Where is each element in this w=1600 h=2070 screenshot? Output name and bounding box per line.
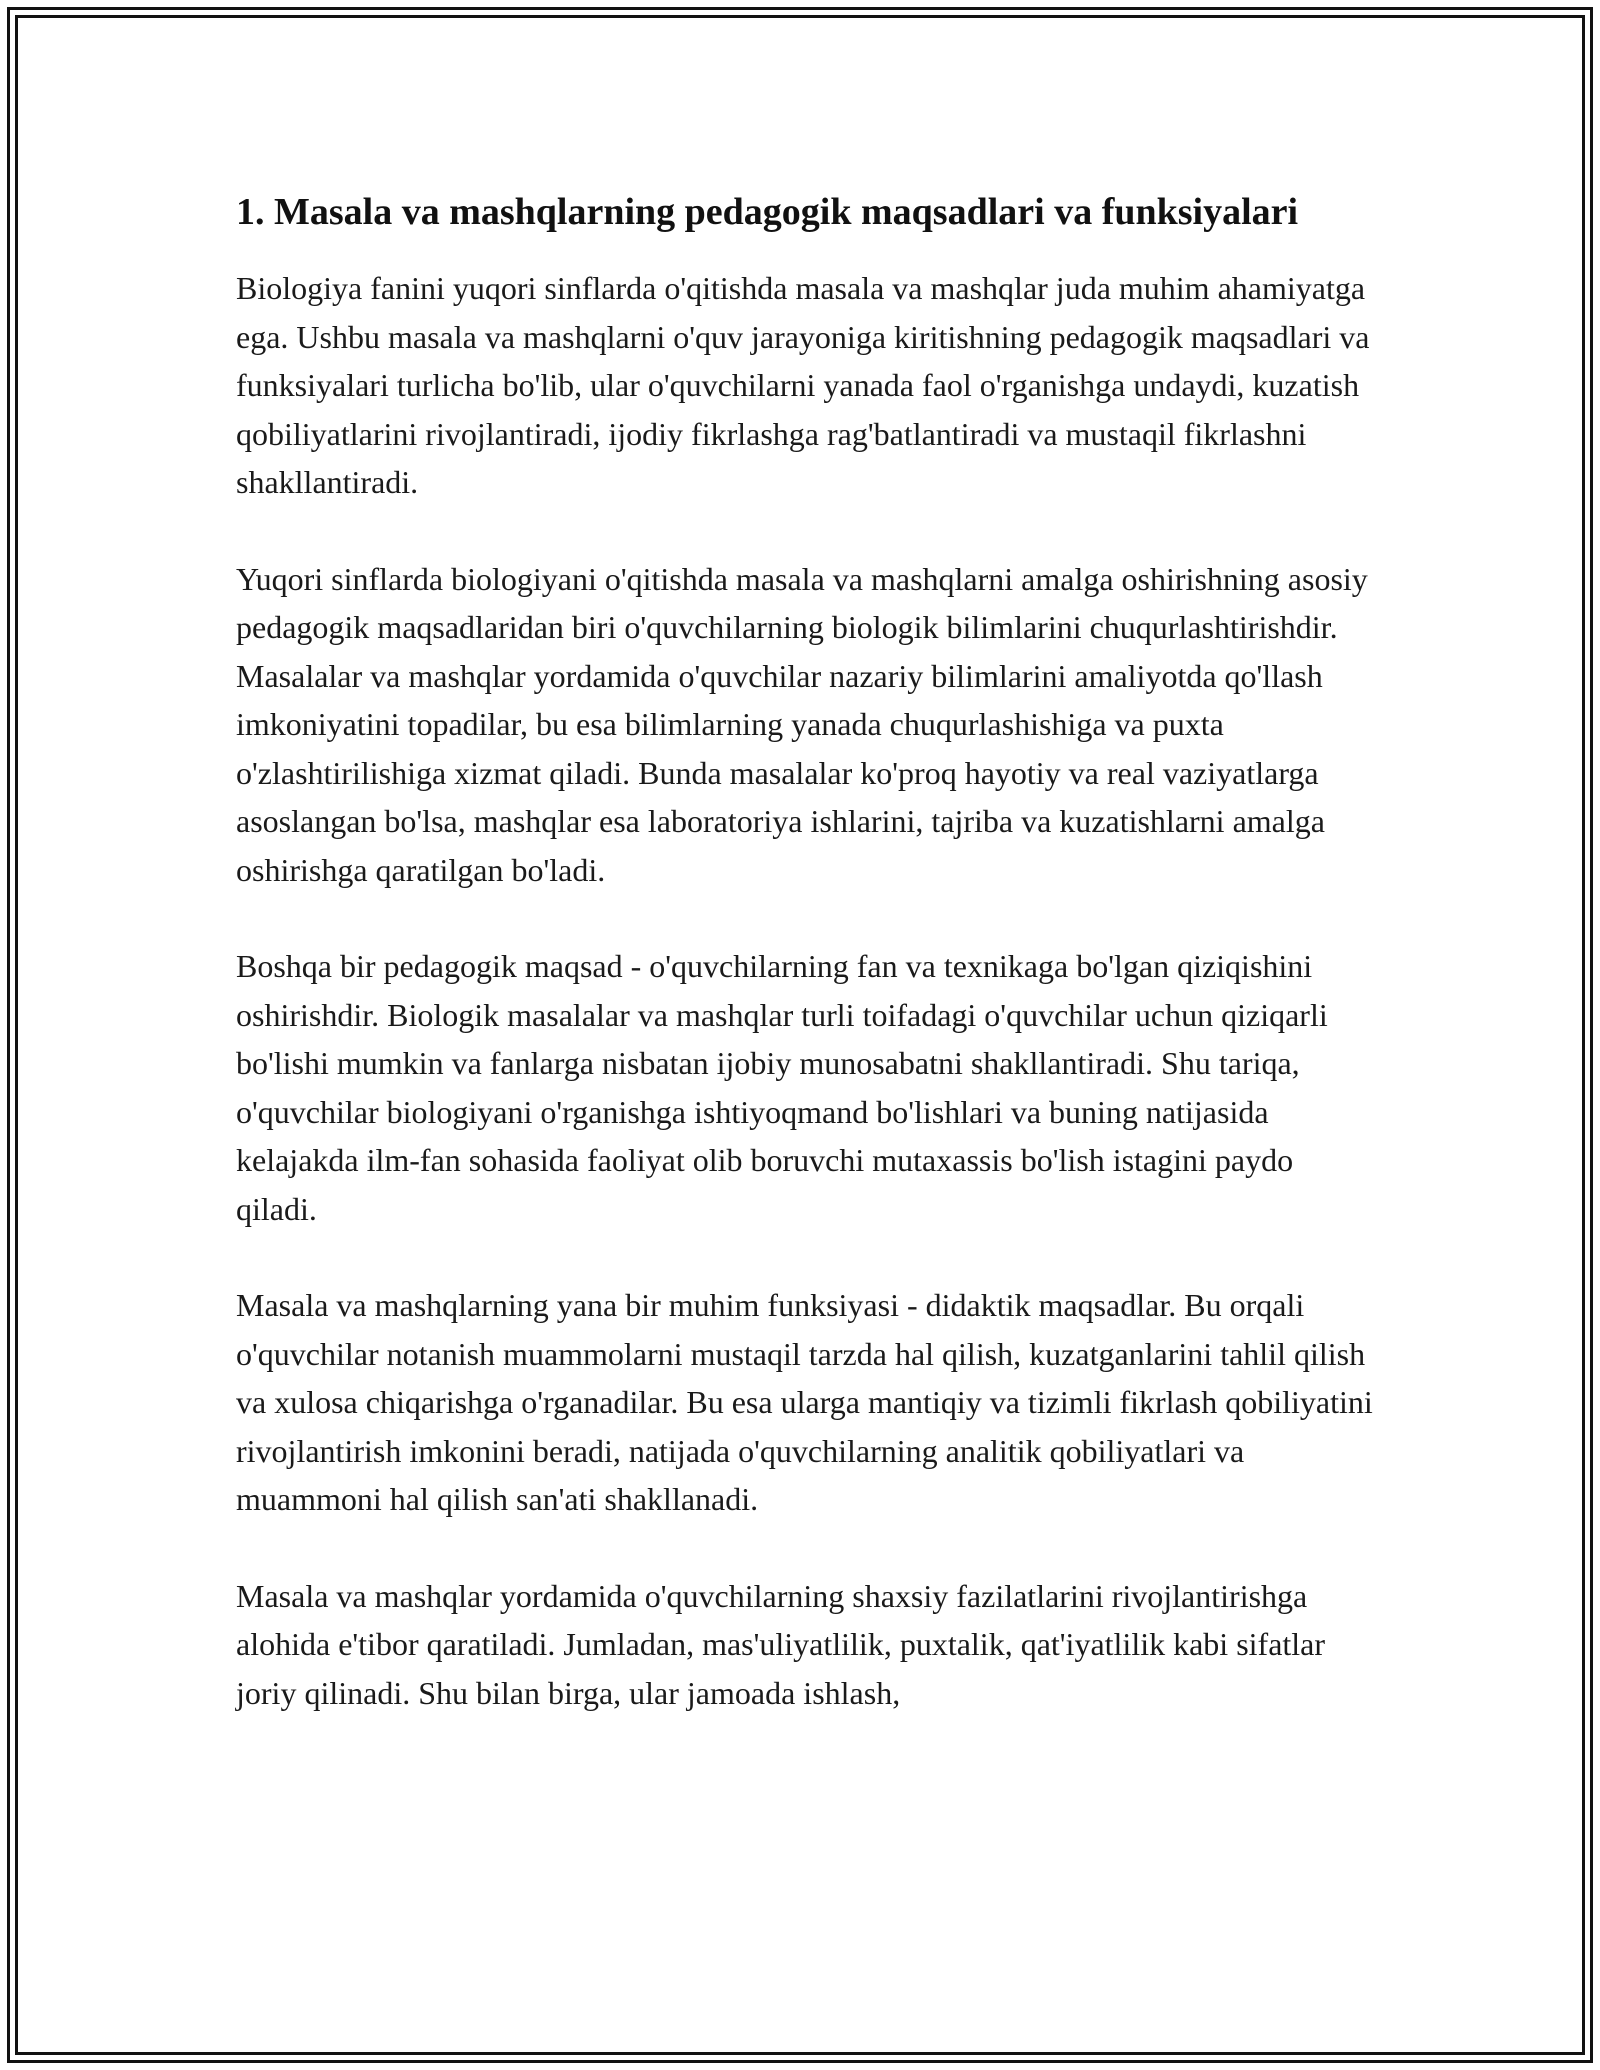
paragraph-5: Masala va mashqlar yordamida o'quvchilarning shaxsiy fazilatlarini rivojlantirishga alohida e'tibor qaratiladi. Jumladan, mas'uliyatlilik, puxtalik, qat'iyatlilik kabi sifatlar joriy qilinadi. Shu bilan birga, ular jamoada ishlash, <box>236 1577 1326 1711</box>
paragraph-4: Masala va mashqlarning yana bir muhim funksiyasi - didaktik maqsadlar. Bu orqali o'quvchilar notanish muammolarni mustaqil tarzda hal qilish, kuzatganlarini tahlil qilish va xulosa chiqarishga o'rganadilar. Bu esa ularga mantiqiy va tizimli fikrlash qobiliyatini rivojlantirish imkonini beradi, natijada o'quvchilarning analitik qobiliyatlari va muammoni hal qilish san'ati shakllanadi. <box>236 1287 1373 1517</box>
paragraph-3: Boshqa bir pedagogik maqsad - o'quvchilarning fan va texnikaga bo'lgan qiziqishini oshirishdir. Biologik masalalar va mashqlar turli toifadagi o'quvchilar uchun qiziqarli bo'lishi mumkin va fanlarga nisbatan ijobiy munosabatni shakllantiradi. Shu tariqa, o'quvchilar biologiyani o'rganishga ishtiyoqmand bo'lishlari va buning natijasida kelajakda ilm-fan sohasida faoliyat olib boruvchi mutaxassis bo'lish istagini paydo qiladi. <box>236 948 1328 1227</box>
paragraph-1: Biologiya fanini yuqori sinflarda o'qitishda masala va mashqlar juda muhim ahamiyatga ega. Ushbu masala va mashqlarni o'quv jarayoniga kiritishning pedagogik maqsadlari va funksiyalari turlicha bo'lib, ular o'quvchilarni yanada faol o'rganishga undaydi, kuzatish qobiliyatlarini rivojlantiradi, ijodiy fikrlashga rag'batlantiradi va mustaqil fikrlashni shakllantiradi. <box>236 270 1370 500</box>
document-body <box>236 185 1376 1765</box>
section-heading: 1. Masala va mashqlarning pedagogik maqsadlari va funksiyalari <box>236 191 1299 233</box>
paragraph-2: Yuqori sinflarda biologiyani o'qitishda masala va mashqlarni amalga oshirishning asosiy pedagogik maqsadlaridan biri o'quvchilarning biologik bilimlarini chuqurlashtirishdir. Masalalar va mashqlar yordamida o'quvchilar nazariy bilimlarini amaliyotda qo'llash imkoniyatini topadilar, bu esa bilimlarning yanada chuqurlashishiga va puxta o'zlashtirilishiga xizmat qiladi. Bunda masalalar ko'proq hayotiy va real vaziyatlarga asoslangan bo'lsa, mashqlar esa laboratoriya ishlarini, tajriba va kuzatishlarni amalga oshirishga qaratilgan bo'ladi. <box>236 560 1368 888</box>
